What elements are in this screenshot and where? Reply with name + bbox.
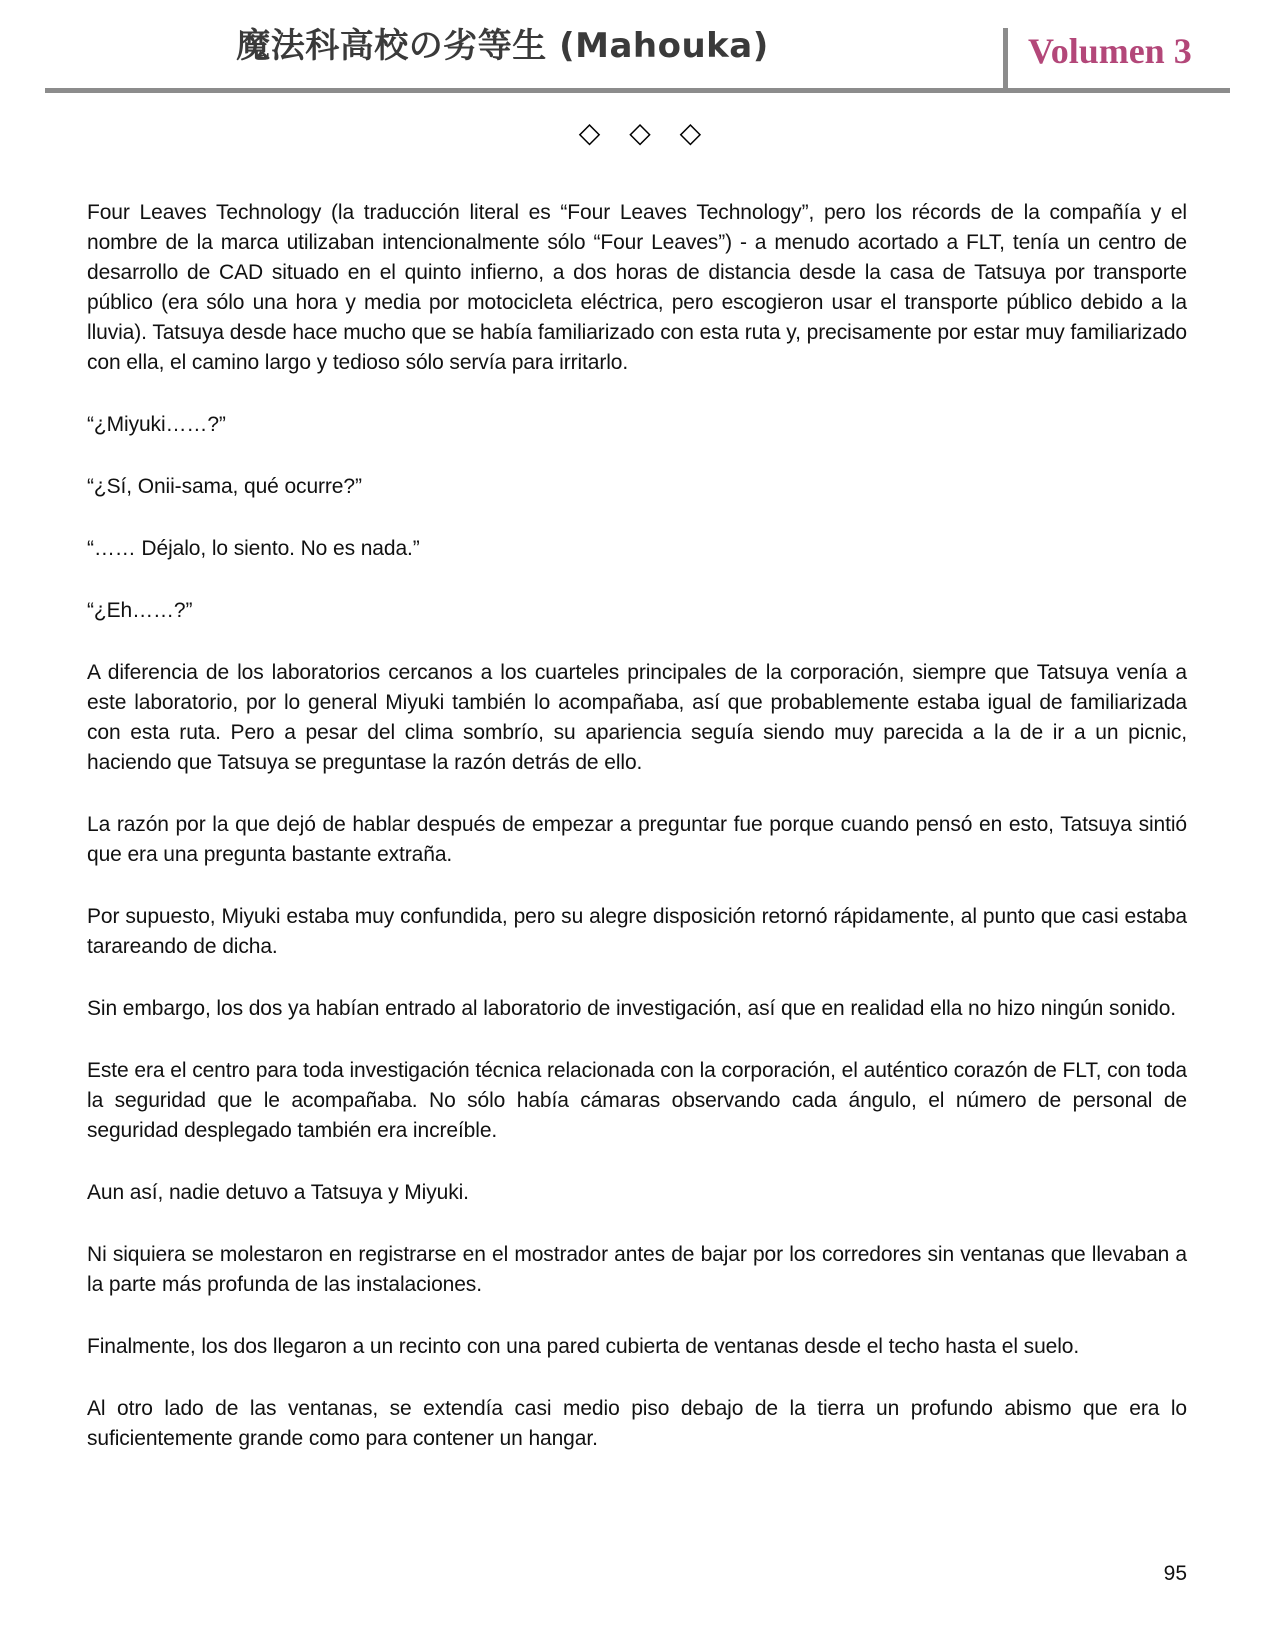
dialogue-line: “¿Eh……?” <box>87 599 193 622</box>
paragraph: Este era el centro para toda investigación técnica relacionada con la corporación, el auténtico corazón de FLT, con toda la seguridad que le acompañaba. No sólo había cámaras observando cada ángulo, el número de personal de seguridad desplegado también era increíble. <box>87 1059 1187 1142</box>
paragraph: A diferencia de los laboratorios cercanos a los cuarteles principales de la corporación, siempre que Tatsuya venía a este laboratorio, por lo general Miyuki también lo acompañaba, así que probablemente estaba igual de familiarizada con esta ruta. Pero a pesar del clima sombrío, su apariencia seguía siendo muy parecida a la de ir a un picnic, haciendo que Tatsuya se preguntase la razón detrás de ello. <box>87 661 1187 774</box>
paragraph: Finalmente, los dos llegaron a un recinto con una pared cubierta de ventanas desde el techo hasta el suelo. <box>87 1335 1080 1358</box>
paragraph: Al otro lado de las ventanas, se extendía casi medio piso debajo de la tierra un profundo abismo que era lo suficientemente grande como para contener un hangar. <box>87 1397 1187 1450</box>
page-number: 95 <box>1163 1562 1187 1585</box>
header-rule <box>45 88 1230 93</box>
volume-label: Volumen 3 <box>1028 31 1192 71</box>
paragraph: Four Leaves Technology (la traducción literal es “Four Leaves Technology”, pero los récords de la compañía y el nombre de la marca utilizaban intencionalmente sólo “Four Leaves”) - a menudo acortado a FLT, tenía un centro de desarrollo de CAD situado en el quinto infierno, a dos horas de distancia desde la casa de Tatsuya por transporte público (era sólo una hora y media por motocicleta eléctrica, pero escogieron usar el transporte público debido a la lluvia). Tatsuya desde hace mucho que se había familiarizado con esta ruta y, precisamente por estar muy familiarizado con ella, el camino largo y tedioso sólo servía para irritarlo. <box>87 201 1187 374</box>
dialogue-line: “¿Miyuki……?” <box>87 413 226 436</box>
page-header <box>0 0 1275 93</box>
dialogue-line: “¿Sí, Onii-sama, qué ocurre?” <box>87 475 362 498</box>
paragraph: Ni siquiera se molestaron en registrarse en el mostrador antes de bajar por los corredores sin ventanas que llevaban a la parte más profunda de las instalaciones. <box>87 1243 1187 1296</box>
dialogue-line: “…… Déjalo, lo siento. No es nada.” <box>87 537 420 560</box>
paragraph: Aun así, nadie detuvo a Tatsuya y Miyuki. <box>87 1181 469 1204</box>
paragraph: Por supuesto, Miyuki estaba muy confundida, pero su alegre disposición retornó rápidamente, al punto que casi estaba tarareando de dicha. <box>87 905 1187 958</box>
paragraph: Sin embargo, los dos ya habían entrado al laboratorio de investigación, así que en realidad ella no hizo ningún sonido. <box>87 997 1177 1020</box>
body-text <box>87 198 1187 1454</box>
page-title: 魔法科高校の劣等生 (Mahouka) <box>236 26 769 66</box>
diamond-separator: ◇ ◇ ◇ <box>578 116 712 149</box>
header-divider-bar <box>1003 28 1008 90</box>
paragraph: La razón por la que dejó de hablar después de empezar a preguntar fue porque cuando pensó en esto, Tatsuya sintió que era una pregunta bastante extraña. <box>87 813 1187 866</box>
